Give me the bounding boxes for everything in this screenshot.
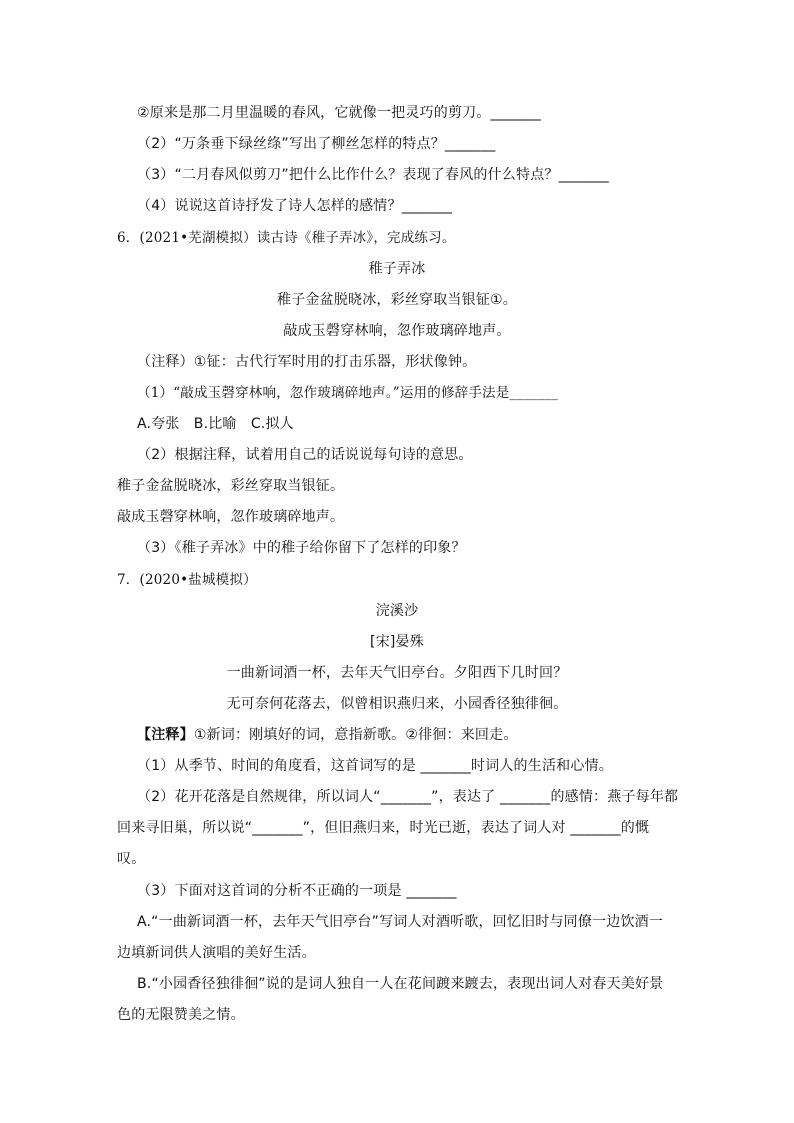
poem-title: 浣溪沙 bbox=[375, 603, 419, 619]
question-subitem-cont: 叹。 bbox=[117, 851, 146, 867]
annotation bbox=[137, 725, 518, 745]
question-subitem: （3）下面对这首词的分析不正确的一项是 _______ bbox=[137, 883, 457, 899]
poem-line: 一曲新词酒一杯，去年天气旧亭台。夕阳西下几时回？ bbox=[226, 665, 568, 681]
poem-author: [宋]晏殊 bbox=[370, 634, 424, 650]
option-b-cont: 色的无限赞美之情。 bbox=[117, 1007, 245, 1023]
option-a-cont: 边填新词供人演唱的美好生活。 bbox=[117, 945, 316, 961]
question-subitem: （1）从季节、时间的角度看，这首词写的是 _______时词人的生活和心情。 bbox=[137, 758, 613, 774]
question-6-header: 6．(2021•芜湖模拟）读古诗《稚子弄冰》，完成练习。 bbox=[117, 230, 456, 246]
poem-line: 稚子金盆脱晓冰，彩丝穿取当银钲①。 bbox=[277, 292, 517, 308]
annotation-label: 【注释】 bbox=[137, 727, 194, 743]
poem-title: 稚子弄冰 bbox=[368, 261, 426, 277]
poem-line: 无可奈何花落去，似曾相识燕归来，小园香径独徘徊。 bbox=[226, 696, 568, 712]
annotation: （注释）①钲：古代行军时用的打击乐器，形状像钟。 bbox=[137, 354, 477, 370]
question-subitem: （3）“二月春风似剪刀”把什么比作什么？表现了春风的什么特点？_______ bbox=[137, 167, 610, 183]
question-subitem: ②原来是那二月里温暖的春风，它就像一把灵巧的剪刀。_______ bbox=[137, 105, 541, 121]
question-subitem: （4）说说这首诗抒发了诗人怎样的感情？_______ bbox=[137, 198, 453, 214]
poem-line-prompt: 敲成玉磬穿林响，忽作玻璃碎地声。 bbox=[117, 509, 345, 525]
question-subitem: （3）《稚子弄冰》中的稚子给你留下了怎样的印象？ bbox=[137, 540, 466, 556]
poem-line-prompt: 稚子金盆脱晓冰，彩丝穿取当银钲。 bbox=[117, 478, 345, 494]
option-b: B.“小园香径独徘徊”说的是词人独自一人在花间踱来踱去，表现出词人对春天美好景 bbox=[137, 976, 664, 992]
answer-options: A.夸张 B.比喻 C.拟人 bbox=[137, 416, 294, 432]
annotation-text: ①新词：刚填好的词，意指新歌。②徘徊：来回走。 bbox=[193, 727, 518, 743]
question-subitem: （2）根据注释，试着用自己的话说说每句诗的意思。 bbox=[137, 447, 473, 463]
option-a: A.“一曲新词酒一杯，去年天气旧亭台”写词人对酒听歌，回忆旧时与同僚一边饮酒一 bbox=[137, 914, 664, 930]
poem-line: 敲成玉磬穿林响，忽作玻璃碎地声。 bbox=[283, 323, 511, 339]
question-subitem-cont: 回来寻旧巢，所以说“_______”，但旧燕归来，时光已逝，表达了词人对 _______的慨 bbox=[117, 820, 650, 836]
question-7-header: 7．(2020•盐城模拟） bbox=[117, 572, 257, 588]
question-subitem: （2）花开花落是自然规律，所以词人“_______”，表达了 _______的感情：燕子每年都 bbox=[137, 789, 679, 805]
question-subitem: （1）“敲成玉磬穿林响，忽作玻璃碎地声。”运用的修辞手法是_______ bbox=[137, 385, 559, 401]
question-subitem: （2）“万条垂下绿丝绦”写出了柳丝怎样的特点？_______ bbox=[137, 136, 496, 152]
